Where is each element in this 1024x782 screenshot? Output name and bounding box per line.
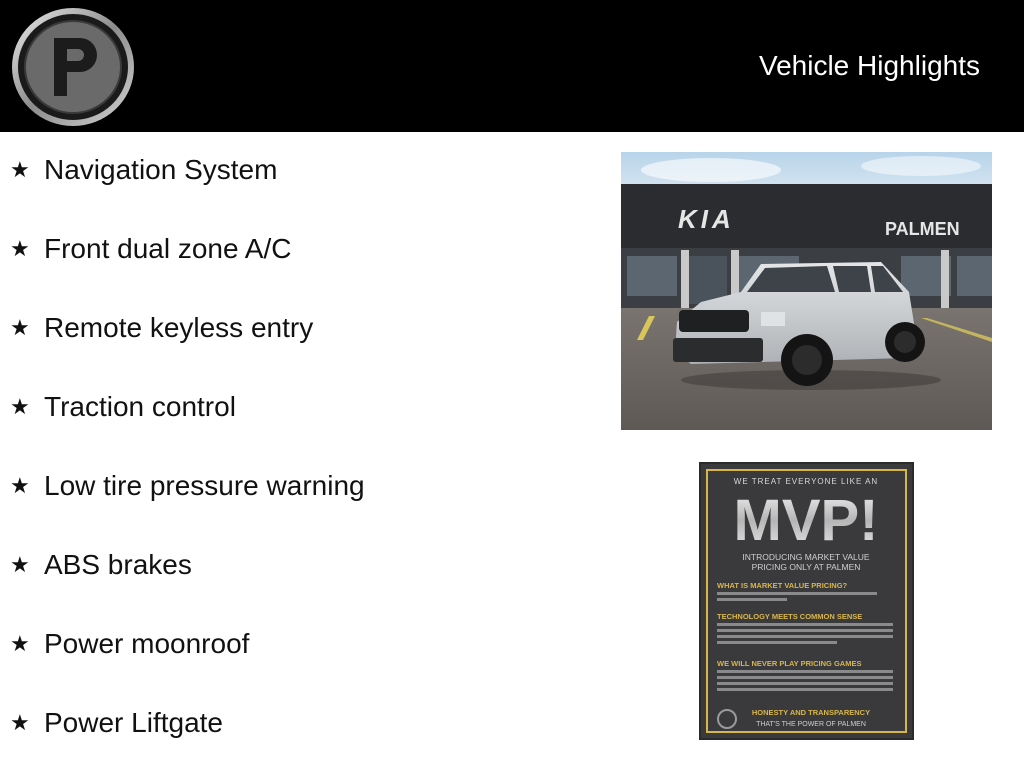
flyer-question-3: WE WILL NEVER PLAY PRICING GAMES xyxy=(717,659,862,668)
list-item xyxy=(10,545,570,624)
list-item xyxy=(10,308,570,387)
flyer-headline: MVP! xyxy=(733,488,879,553)
mvp-pricing-flyer[interactable] xyxy=(699,462,914,740)
star-icon: ★ xyxy=(10,315,30,340)
star-icon: ★ xyxy=(10,552,30,577)
vehicle-photo[interactable] xyxy=(621,152,992,430)
list-item xyxy=(10,229,570,308)
flyer-question-2: TECHNOLOGY MEETS COMMON SENSE xyxy=(717,612,863,621)
kia-logo: KIA xyxy=(678,204,735,234)
star-icon: ★ xyxy=(10,236,30,261)
feature-label: Remote keyless entry xyxy=(44,312,314,343)
page-title: Vehicle Highlights xyxy=(758,50,980,81)
header-bar xyxy=(0,0,1024,132)
feature-label: Front dual zone A/C xyxy=(44,233,292,264)
list-item xyxy=(10,387,570,466)
feature-label: Traction control xyxy=(44,391,236,422)
dealer-sign: PALMEN xyxy=(885,219,960,239)
feature-list xyxy=(10,150,570,782)
list-item xyxy=(10,466,570,545)
star-icon: ★ xyxy=(10,631,30,656)
feature-label: Power Liftgate xyxy=(44,707,223,738)
star-icon: ★ xyxy=(10,710,30,735)
list-item xyxy=(10,150,570,229)
feature-label: ABS brakes xyxy=(44,549,192,580)
feature-label: Navigation System xyxy=(44,154,278,185)
flyer-intro-1: INTRODUCING MARKET VALUE xyxy=(742,552,870,562)
list-item xyxy=(10,703,570,782)
list-item xyxy=(10,624,570,703)
flyer-footer-2: THAT'S THE POWER OF PALMEN xyxy=(756,721,866,728)
palmen-p-logo xyxy=(12,8,134,126)
star-icon: ★ xyxy=(10,394,30,419)
feature-label: Power moonroof xyxy=(44,628,250,659)
star-icon: ★ xyxy=(10,473,30,498)
flyer-footer-1: HONESTY AND TRANSPARENCY xyxy=(751,708,871,717)
flyer-question-1: WHAT IS MARKET VALUE PRICING? xyxy=(717,581,848,590)
flyer-intro-2: PRICING ONLY AT PALMEN xyxy=(751,562,861,572)
star-icon: ★ xyxy=(10,157,30,182)
feature-label: Low tire pressure warning xyxy=(44,470,365,501)
flyer-top-line: WE TREAT EVERYONE LIKE AN xyxy=(733,477,879,486)
